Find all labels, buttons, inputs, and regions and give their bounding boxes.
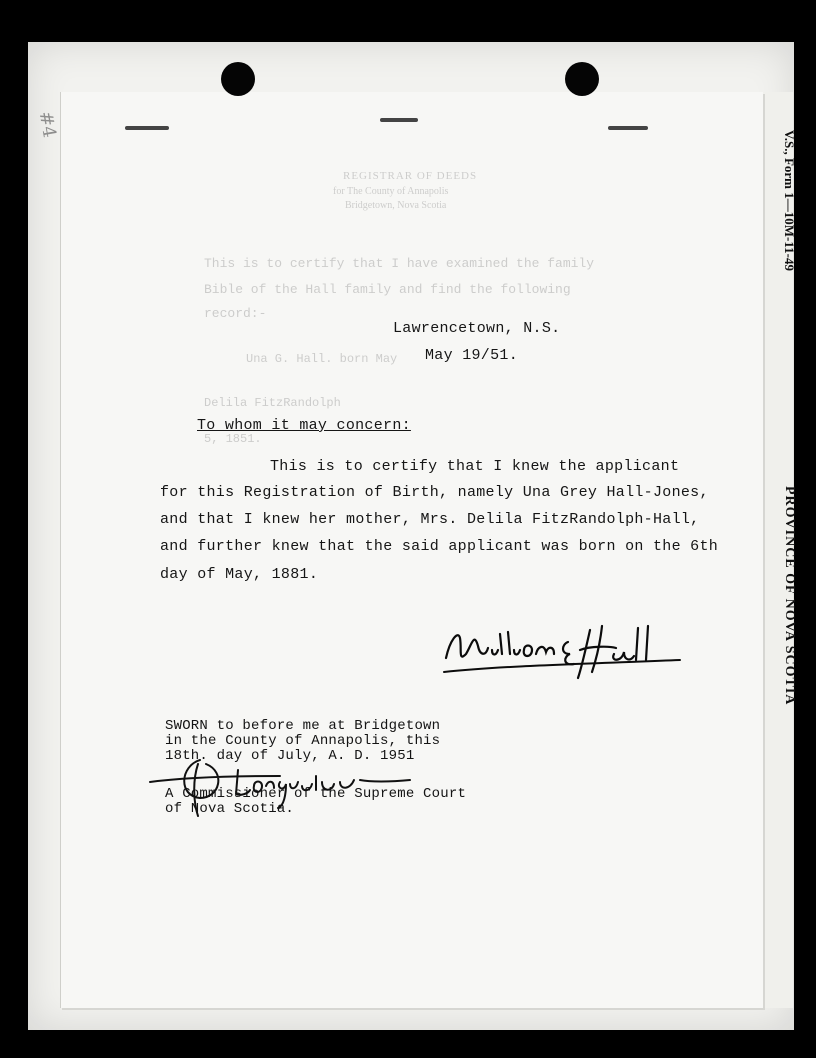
bleed-line: 5, 1851. (204, 432, 262, 446)
date-line: May 19/51. (425, 347, 519, 364)
commissioner-signature (140, 752, 440, 822)
sworn-line: 18th. day of July, A. D. 1951 (165, 748, 415, 764)
letterhead-title: REGISTRAR OF DEEDS (343, 170, 478, 182)
bleed-line: This is to certify that I have examined the family (204, 256, 595, 271)
bleed-line: record:- (204, 306, 267, 321)
bleed-line: Bible of the Hall family and find the following (204, 282, 571, 297)
sworn-line: SWORN to before me at Bridgetown (165, 718, 441, 734)
body-line: and further knew that the said applicant was born on the 6th (160, 538, 719, 555)
place-line: Lawrencetown, N.S. (393, 320, 561, 337)
body-line: day of May, 1881. (160, 566, 319, 583)
punch-hole-left (221, 62, 255, 96)
salutation: To whom it may concern: (197, 417, 411, 434)
bleed-line: Delila FitzRandolph (204, 396, 341, 410)
letterhead-county: for The County of Annapolis (333, 186, 449, 197)
staple-right (608, 126, 648, 130)
applicant-signature (440, 620, 690, 690)
punch-hole-right (565, 62, 599, 96)
staple-center (380, 118, 418, 122)
sworn-line: A Commissioner of the Supreme Court (165, 786, 467, 802)
body-line: and that I knew her mother, Mrs. Delila FitzRandolph-Hall, (160, 511, 700, 528)
sworn-line: in the County of Annapolis, this (165, 733, 441, 749)
body-line: This is to certify that I knew the applicant (270, 458, 680, 475)
form-number: V.S., Form 1—10M-11-49 (782, 130, 797, 271)
letterhead-town: Bridgetown, Nova Scotia (345, 200, 447, 211)
sworn-line: of Nova Scotia. (165, 801, 295, 817)
margin-pencil-mark: #4 (34, 109, 60, 140)
bleed-line: Una G. Hall. born May (246, 352, 398, 366)
province-heading: PROVINCE OF NOVA SCOTIA (782, 486, 797, 706)
body-line: for this Registration of Birth, namely Una Grey Hall-Jones, (160, 484, 709, 501)
staple-left (125, 126, 169, 130)
